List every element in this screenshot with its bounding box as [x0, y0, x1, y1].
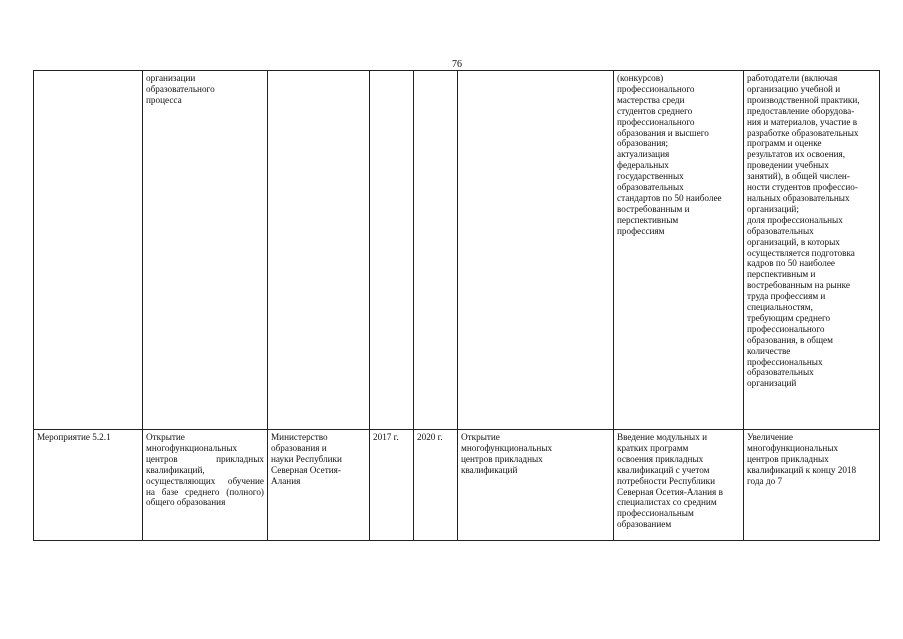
responsible-cell [268, 71, 370, 430]
expected-result-cell [458, 71, 614, 430]
indicator-cell: Увеличение многофункциональных центров прикладных квалификаций к концу 2018 года до 7 [744, 430, 880, 541]
start-year-cell: 2017 г. [370, 430, 414, 541]
end-year-cell: 2020 г. [414, 430, 458, 541]
event-name-cell: организации образовательного процесса [143, 71, 268, 430]
table-row [34, 430, 880, 541]
main-directions-cell: Введение модульных и кратких программ освоения прикладных квалификаций с учетом потребности Республики Северная Осетия-Алания в специалистах со средним профессиональным образованием [614, 430, 744, 541]
start-year-cell [370, 71, 414, 430]
event-code-cell [34, 71, 143, 430]
event-code-cell: Мероприятие 5.2.1 [34, 430, 143, 541]
responsible-cell: Министерство образования и науки Республики Северная Осетия- Алания [268, 430, 370, 541]
page-number: 76 [452, 59, 462, 70]
event-name-cell: Открытие многофункциональных центров прикладных квалификаций, осуществляющих обучение на базе среднего (полного) общего образования [143, 430, 268, 541]
indicator-cell: работодатели (включая организацию учебной и производственной практики, предоставление оборудова- ния и материалов, участие в разработке образовательных программ и оценке результатов их освоения, проведении учебных занятий), в общей числен- ности студентов профессио- нальных образовательных организаций; доля профессиональных образовательных организаций, в которых осуществляется подготовка кадров по 50 наиболее перспективным и востребованным на рынке труда профессиям и специальностям, требующим среднего профессионального образования, в общем количестве профессиональных образовательных организаций [744, 71, 880, 430]
main-directions-cell: (конкурсов) профессионального мастерства среди студентов среднего профессионального образования и высшего образования; актуализация федеральных государственных образовательных стандартов по 50 наиболее востребованным и перспективным профессиям [614, 71, 744, 430]
expected-result-cell: Открытие многофункциональных центров прикладных квалификаций [458, 430, 614, 541]
table-row [34, 71, 880, 430]
measures-table [33, 70, 880, 541]
end-year-cell [414, 71, 458, 430]
